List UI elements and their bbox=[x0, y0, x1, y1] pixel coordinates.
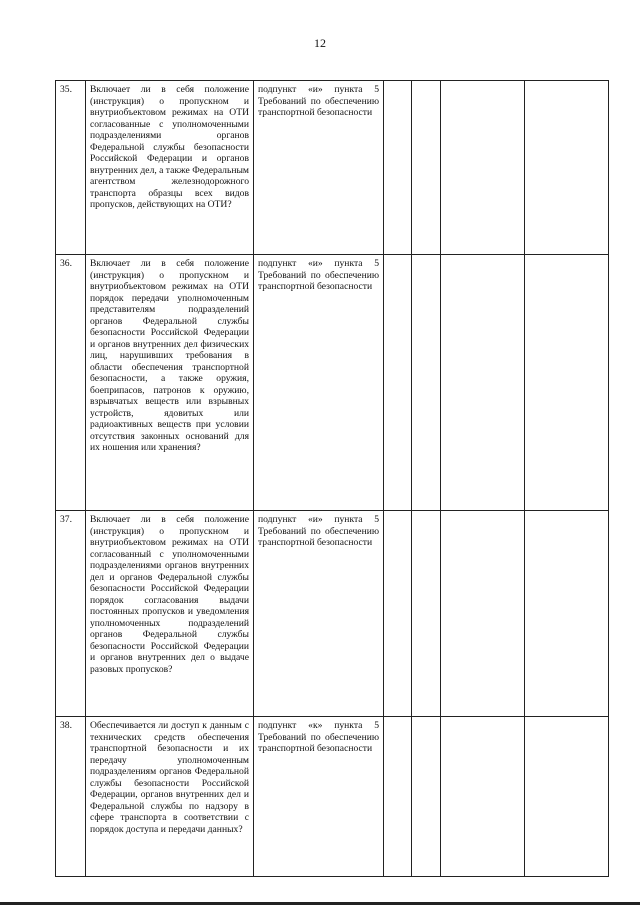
notes-cell bbox=[525, 511, 609, 717]
table-row bbox=[56, 81, 609, 255]
checklist-table bbox=[55, 80, 609, 877]
notes-cell bbox=[525, 255, 609, 511]
answer-no-cell bbox=[412, 81, 441, 255]
table-row bbox=[56, 511, 609, 717]
question-cell: Включает ли в себя положение (инструкция) о пропускном и внутриобъектовом режимах на ОТИ порядок передачи уполномоченным представителям подразделений органов Федеральной службы безопасности Российской Федерации и органов внутренних дел физических лиц, нарушивших требования в области обеспечения транспортной безопасности, а также оружия, боеприпасов, патронов к оружию, взрывчатых веществ или взрывных устройств, ядовитых или радиоактивных веществ при условии отсутствия законных оснований для их ношения или хранения? bbox=[86, 255, 254, 511]
answer-yes-cell bbox=[384, 511, 412, 717]
table-row bbox=[56, 717, 609, 877]
not-applicable-cell bbox=[441, 255, 525, 511]
reference-cell: подпункт «и» пункта 5 Требований по обеспечению транспортной безопасности bbox=[254, 81, 384, 255]
answer-yes-cell bbox=[384, 255, 412, 511]
reference-cell: подпункт «к» пункта 5 Требований по обеспечению транспортной безопасности bbox=[254, 717, 384, 877]
answer-no-cell bbox=[412, 255, 441, 511]
notes-cell bbox=[525, 717, 609, 877]
question-cell: Обеспечивается ли доступ к данным с технических средств обеспечения транспортной безопасности и их передачу уполномоченным подразделениям органов Федеральной службы безопасности Российской Федерации, органов внутренних дел и Федеральной службы по надзору в сфере транспорта в соответствии с порядок доступа и передачи данных? bbox=[86, 717, 254, 877]
not-applicable-cell bbox=[441, 717, 525, 877]
reference-cell: подпункт «и» пункта 5 Требований по обеспечению транспортной безопасности bbox=[254, 511, 384, 717]
question-cell: Включает ли в себя положение (инструкция) о пропускном и внутриобъектовом режимах на ОТИ согласованные с уполномоченными подразделениями органов Федеральной службы безопасности Российской Федерации и органов внутренних дел, а также Федеральным агентством железнодорожного транспорта образцы всех видов пропусков, действующих на ОТИ? bbox=[86, 81, 254, 255]
page-number: 12 bbox=[314, 36, 326, 50]
row-number: 36. bbox=[56, 255, 86, 511]
table-row bbox=[56, 255, 609, 511]
not-applicable-cell bbox=[441, 511, 525, 717]
row-number: 35. bbox=[56, 81, 86, 255]
question-cell: Включает ли в себя положение (инструкция) о пропускном и внутриобъектовом режимах на ОТИ согласованный с уполномоченными подразделениями органов внутренних дел и органов Федеральной службы безопасности Российской Федерации порядок согласования выдачи постоянных пропусков и уведомления уполномоченных подразделений органов Федеральной службы безопасности Российской Федерации и органов внутренних дел о выдаче разовых пропусков? bbox=[86, 511, 254, 717]
answer-no-cell bbox=[412, 717, 441, 877]
notes-cell bbox=[525, 81, 609, 255]
answer-yes-cell bbox=[384, 717, 412, 877]
answer-yes-cell bbox=[384, 81, 412, 255]
reference-cell: подпункт «и» пункта 5 Требований по обеспечению транспортной безопасности bbox=[254, 255, 384, 511]
answer-no-cell bbox=[412, 511, 441, 717]
row-number: 37. bbox=[56, 511, 86, 717]
row-number: 38. bbox=[56, 717, 86, 877]
not-applicable-cell bbox=[441, 81, 525, 255]
